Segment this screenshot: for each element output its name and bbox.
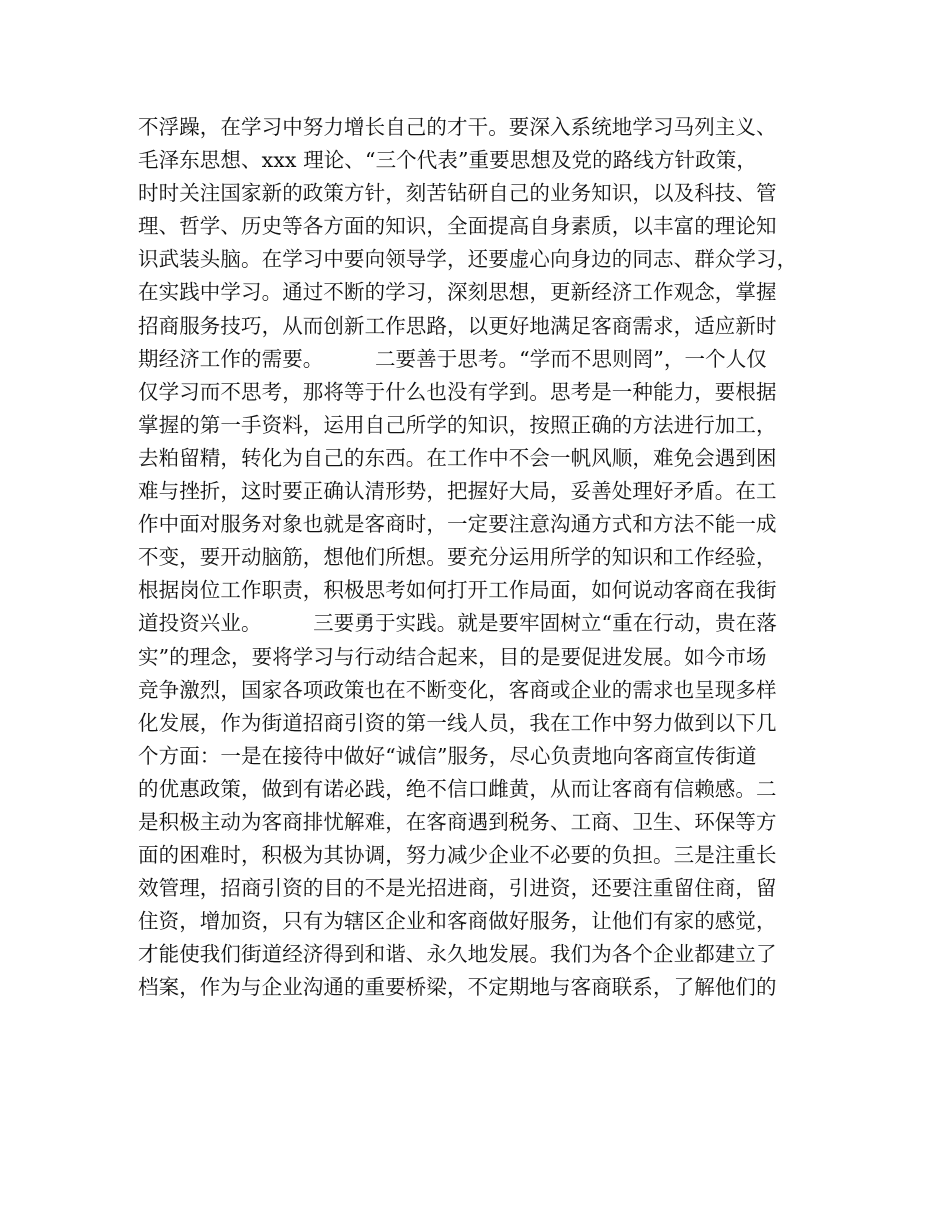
text-line-2: 毛泽东思想、xxx 理论、“三个代表”重要思想及党的路线方针政策， xyxy=(138,148,757,173)
text-line-26: 才能使我们街道经济得到和谐、永久地发展。我们为各个企业都建立了 xyxy=(138,942,777,967)
text-line-16: 道投资兴业。 三要勇于实践。就是要牢固树立“重在行动，贵在落 xyxy=(138,611,777,636)
text-line-14: 不变，要开动脑筋，想他们所想。要充分运用所学的知识和工作经验， xyxy=(138,545,777,570)
text-line-23: 面的困难时，积极为其协调，努力减少企业不必要的负担。三是注重长 xyxy=(138,843,777,868)
text-line-11: 去粕留精，转化为自己的东西。在工作中不会一帆风顺，难免会遇到困 xyxy=(138,445,777,470)
text-line-1: 不浮躁，在学习中努力增长自己的才干。要深入系统地学习马列主义、 xyxy=(138,115,777,139)
text-line-4: 理、哲学、历史等各方面的知识，全面提高自身素质，以丰富的理论知 xyxy=(138,214,777,239)
text-line-22: 是积极主动为客商排忧解难，在客商遇到税务、工商、卫生、环保等方 xyxy=(138,809,777,834)
text-line-21: 的优惠政策，做到有诺必践，绝不信口雌黄，从而让客商有信赖感。二 xyxy=(138,776,777,801)
text-line-9: 仅学习而不思考，那将等于什么也没有学到。思考是一种能力，要根据 xyxy=(138,379,777,404)
text-line-20: 个方面：一是在接待中做好“诚信”服务，尽心负责地向客商宣传街道 xyxy=(138,743,757,768)
text-line-25: 住资，增加资，只有为辖区企业和客商做好服务，让他们有家的感觉， xyxy=(138,909,777,934)
text-line-15: 根据岗位工作职责，积极思考如何打开工作局面，如何说动客商在我街 xyxy=(138,578,777,603)
text-line-7: 招商服务技巧，从而创新工作思路，以更好地满足客商需求，适应新时 xyxy=(138,313,777,338)
text-line-24: 效管理，招商引资的目的不是光招进商，引进资，还要注重留住商，留 xyxy=(138,876,777,901)
text-line-18: 竞争激烈，国家各项政策也在不断变化，客商或企业的需求也呈现多样 xyxy=(138,677,777,702)
text-line-27: 档案，作为与企业沟通的重要桥梁，不定期地与客商联系，了解他们的 xyxy=(138,975,777,1000)
text-line-6: 在实践中学习。通过不断的学习，深刻思想，更新经济工作观念，掌握 xyxy=(138,280,777,305)
text-line-19: 化发展，作为街道招商引资的第一线人员，我在工作中努力做到以下几 xyxy=(138,710,777,735)
text-line-3: 时时关注国家新的政策方针，刻苦钻研自己的业务知识，以及科技、管 xyxy=(138,181,777,206)
text-line-5: 识武装头脑。在学习中要向领导学，还要虚心向身边的同志、群众学习， xyxy=(138,247,798,272)
text-line-8: 期经济工作的需要。 二要善于思考。“学而不思则罔”，一个人仅 xyxy=(138,346,767,371)
body-text xyxy=(138,111,828,1005)
text-line-13: 作中面对服务对象也就是客商时，一定要注意沟通方式和方法不能一成 xyxy=(138,512,777,537)
text-line-10: 掌握的第一手资料，运用自己所学的知识，按照正确的方法进行加工， xyxy=(138,412,777,437)
text-line-17: 实”的理念，要将学习与行动结合起来，目的是要促进发展。如今市场 xyxy=(138,644,767,669)
text-line-12: 难与挫折，这时要正确认清形势，把握好大局，妥善处理好矛盾。在工 xyxy=(138,479,777,504)
